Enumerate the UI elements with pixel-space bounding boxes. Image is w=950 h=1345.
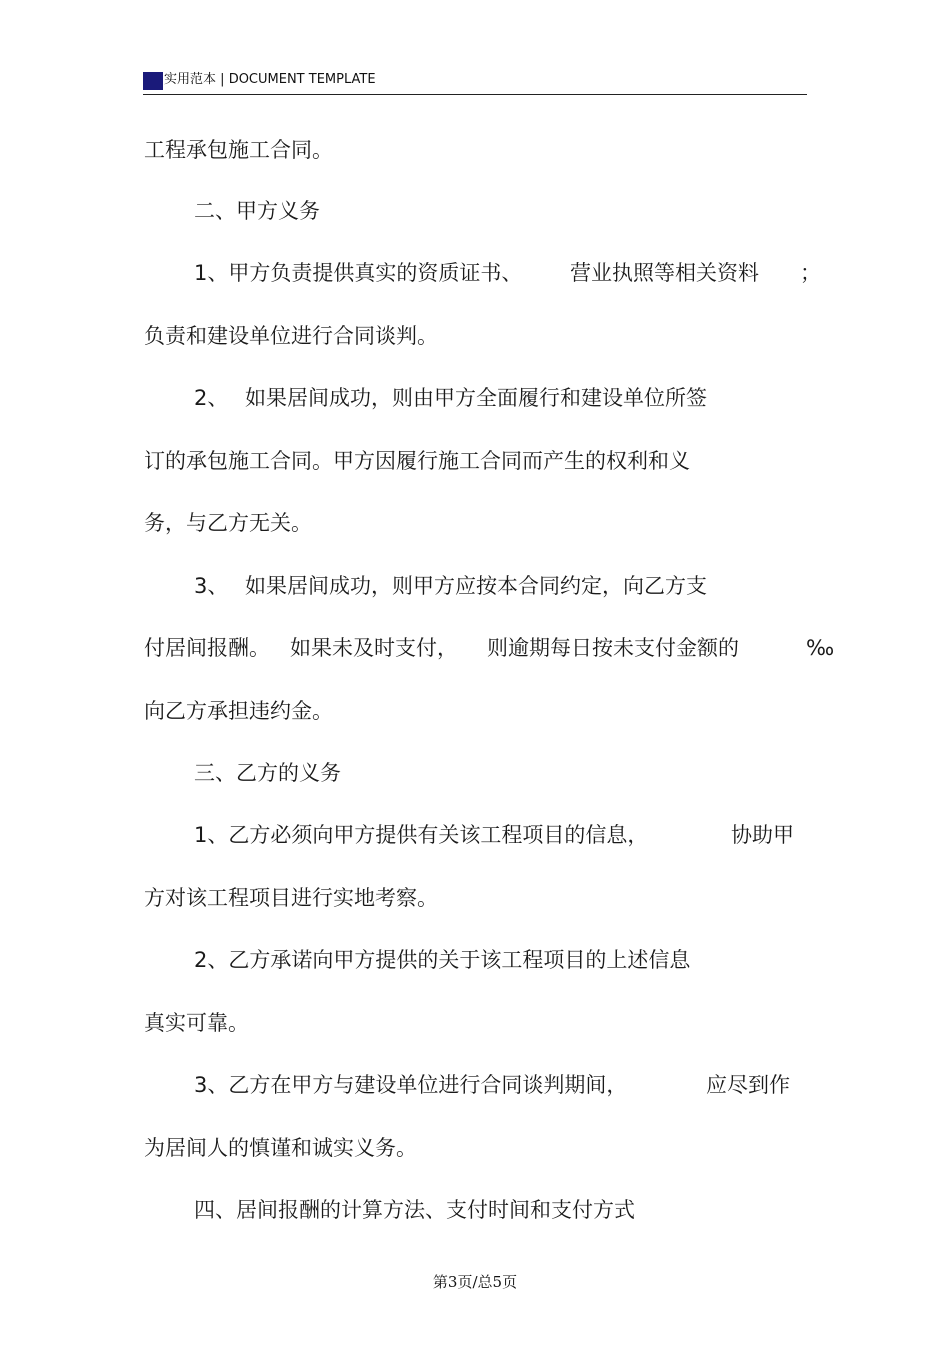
paragraph-line: 真实可靠。: [144, 1011, 249, 1035]
paragraph-line-part: 2、: [194, 386, 229, 410]
header-separator: |: [220, 72, 225, 87]
paragraph-line: 2、乙方承诺向甲方提供的关于该工程项目的上述信息: [194, 948, 691, 972]
paragraph-line: 负责和建设单位进行合同谈判。: [144, 324, 438, 348]
paragraph-line-part: 营业执照等相关资料: [570, 261, 759, 285]
section-heading: 四、居间报酬的计算方法、支付时间和支付方式: [194, 1198, 635, 1222]
page-header: [143, 68, 807, 95]
paragraph-line-part: ；: [800, 261, 821, 285]
paragraph-line-part: 如果居间成功，则由甲方全面履行和建设单位所签: [245, 386, 707, 410]
paragraph-line-part: 1、甲方负责提供真实的资质证书、: [194, 261, 523, 285]
paragraph-line-part: 3、乙方在甲方与建设单位进行合同谈判期间，: [194, 1073, 628, 1097]
section-heading: 二、甲方义务: [194, 199, 320, 223]
paragraph-line-part: 付居间报酬。: [144, 636, 270, 660]
header-title: [164, 72, 376, 88]
paragraph-line-part: ‰: [806, 636, 835, 660]
paragraph-line-part: 3、: [194, 574, 229, 598]
page-number: 第3页/总5页: [432, 1273, 518, 1291]
paragraph-line-part: 1、乙方必须向甲方提供有关该工程项目的信息，: [194, 823, 649, 847]
paragraph-line: 向乙方承担违约金。: [144, 699, 333, 723]
paragraph-line-part: 应尽到作: [706, 1073, 790, 1097]
paragraph-line-part: 协助甲: [731, 823, 794, 847]
paragraph-line-part: 则逾期每日按未支付金额的: [487, 636, 739, 660]
paragraph-line-part: 如果居间成功，则甲方应按本合同约定，向乙方支: [245, 574, 707, 598]
paragraph-line: 务，与乙方无关。: [144, 511, 312, 535]
paragraph-line-part: 如果未及时支付，: [290, 636, 458, 660]
header-brand: 实用范本: [164, 72, 217, 87]
header-subtitle: DOCUMENT TEMPLATE: [228, 72, 376, 87]
paragraph-line: 方对该工程项目进行实地考察。: [144, 886, 438, 910]
header-logo-block: [143, 72, 163, 90]
paragraph-line: 订的承包施工合同。甲方因履行施工合同而产生的权利和义: [144, 449, 690, 473]
section-heading: 三、乙方的义务: [194, 761, 341, 785]
paragraph-line: 工程承包施工合同。: [144, 138, 333, 162]
paragraph-line: 为居间人的慎谨和诚实义务。: [144, 1136, 417, 1160]
